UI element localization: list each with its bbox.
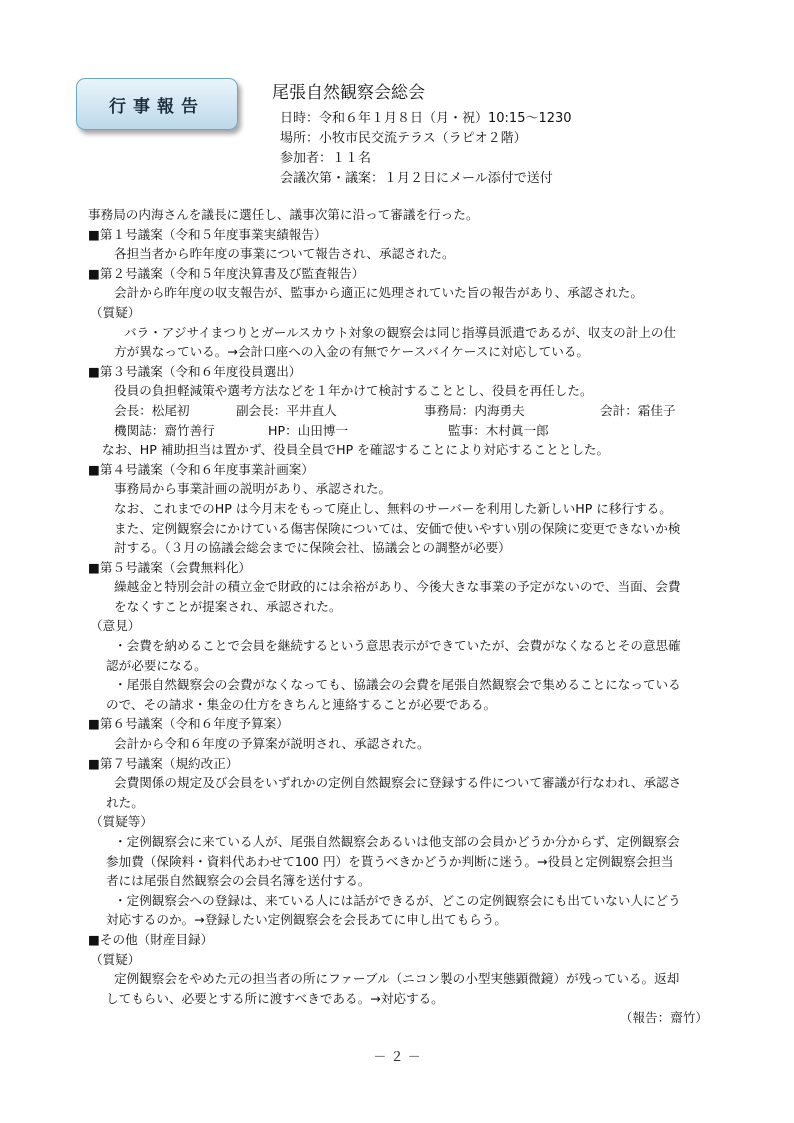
proposal-4-text: なお、これまでのHP は今月末をもって廃止し、無料のサーバーを利用した新しいHP に移行する。 (114, 500, 672, 516)
other-heading: ■その他（財産目録） (88, 931, 214, 947)
officer-entry: 副会長：平井直人 (236, 402, 337, 418)
proposal-4-text: また、定例観察会にかけている傷害保険については、安価で使いやすい別の保険に変更できないか検 (114, 520, 681, 536)
proposal-7-question-label: （質疑等） (90, 814, 153, 830)
proposal-3-heading: ■第３号議案（令和６年度役員選出） (88, 363, 302, 379)
proposal-2-text: 会計から昨年度の収支報告が、監事から適正に処理されていた旨の報告があり、承認された。 (114, 285, 643, 301)
proposal-2-question-text: 方が異なっている。→会計口座への入金の有無でケースバイケースに対応している。 (114, 344, 590, 360)
meeting-title: 尾張自然観察会総会 (272, 83, 425, 103)
proposal-7-heading: ■第７号議案（規約改正） (88, 755, 239, 771)
officer-entry: 機関誌：齋竹善行 (114, 422, 215, 438)
meeting-agenda-note: 会議次第・議案：１月２日にメール添付で送付 (280, 171, 553, 186)
proposal-2-heading: ■第２号議案（令和５年度決算書及び監査報告） (88, 265, 365, 281)
proposal-5-heading: ■第５号議案（会費無料化） (88, 559, 252, 575)
proposal-5-opinion-text: ・尾張自然観察会の会費がなくなっても、協議会の会費を尾張自然観察会で集めることになっている (114, 677, 681, 693)
other-question-label: （質疑） (90, 951, 141, 967)
proposal-1-heading: ■第１号議案（令和５年度事業実績報告） (88, 226, 327, 242)
proposal-4-heading: ■第４号議案（令和６年度事業計画案） (88, 461, 314, 477)
proposal-3-note: なお、HP 補助担当は置かず、役員全員でHP を確認することにより対応することとした。 (102, 442, 610, 458)
proposal-6-text: 会計から令和６年度の予算案が説明され、承認された。 (114, 736, 430, 752)
meeting-attendees: 参加者：１１名 (280, 151, 372, 166)
proposal-7-text: れた。 (106, 794, 144, 810)
report-body (88, 205, 718, 1028)
other-text: してもらい、必要とする所に渡すべきである。→対応する。 (106, 990, 444, 1006)
proposal-3-text: 役員の負担軽減策や選考方法などを１年かけて検討することとし、役員を再任した。 (114, 383, 593, 399)
intro-text: 事務局の内海さんを議長に選任し、議事次第に沿って審議を行った。 (88, 207, 479, 222)
proposal-7-question-text: 者には尾張自然観察会の会員名簿を送付する。 (106, 873, 371, 889)
officer-entry: 会長：松尾初 (114, 402, 190, 418)
officer-entry: 監事：木村眞一郎 (448, 422, 549, 438)
meeting-place: 場所：小牧市民交流テラス（ラピオ２階） (280, 131, 527, 146)
officer-entry: HP：山田博一 (268, 422, 349, 438)
proposal-5-opinion-label: （意見） (90, 618, 141, 634)
page-number: － ２ － (373, 1050, 421, 1065)
proposal-6-heading: ■第６号議案（令和６年度予算案） (88, 716, 289, 732)
proposal-4-text: 討する。（３月の協議会総会までに保険会社、協議会との調整が必要） (114, 540, 511, 556)
event-report-badge: 行事報告 (76, 78, 238, 130)
other-text: 定例観察会をやめた元の担当者の所にファーブル（ニコン製の小型実態顕微鏡）が残っている。返却 (114, 971, 680, 987)
proposal-2-question-text: バラ・アジサイまつりとガールスカウト対象の観察会は同じ指導員派遣であるが、収支の計上の仕 (124, 324, 677, 340)
officers-row-2 (88, 421, 718, 441)
meeting-datetime: 日時：令和６年１月８日（月・祝）10:15～1230 (280, 111, 572, 126)
proposal-7-text: 会費関係の規定及び会員をいずれかの定例自然観察会に登録する件について審議が行なわれ、承認さ (114, 775, 682, 791)
proposal-1-text: 各担当者から昨年度の事業について報告され、承認された。 (114, 246, 455, 262)
proposal-4-text: 事務局から事業計画の説明があり、承認された。 (114, 481, 392, 497)
meeting-header (272, 78, 572, 189)
reporter-signature: （報告：齋竹） (619, 1010, 708, 1026)
proposal-5-opinion-text: ので、その請求・集金の仕方をきちんと連絡することが必要である。 (106, 696, 497, 712)
officers-row-1 (88, 401, 718, 421)
proposal-5-opinion-text: 認が必要になる。 (106, 657, 207, 673)
proposal-5-opinion-text: ・会費を納めることで会員を継続するという意思表示ができていたが、会費がなくなるとその意思確 (114, 638, 681, 654)
officer-entry: 事務局：内海勇夫 (424, 402, 525, 418)
proposal-2-question-label: （質疑） (90, 304, 141, 320)
proposal-7-question-text: 参加費（保険料・資料代あわせて100 円）を貰うべきかどうか判断に迷う。→役員と定例観察会担当 (106, 853, 674, 869)
proposal-7-question-text: ・定例観察会への登録は、来ている人には話ができるが、どこの定例観察会にも出ていない人にどう (114, 892, 681, 908)
proposal-5-text: 繰越金と特別会計の積立金で財政的には余裕があり、今後大きな事業の予定がないので、当面、会費 (114, 579, 681, 595)
proposal-7-question-text: 対応するのか。→登録したい定例観察会を会長あてに申し出てもらう。 (106, 912, 507, 928)
proposal-7-question-text: ・定例観察会に来ている人が、尾張自然観察会あるいは他支部の会員かどうか分からず、定例観察会 (114, 834, 680, 849)
officer-entry: 会計：霜佳子 (600, 402, 676, 418)
proposal-5-text: をなくすことが提案され、承認された。 (114, 598, 342, 614)
